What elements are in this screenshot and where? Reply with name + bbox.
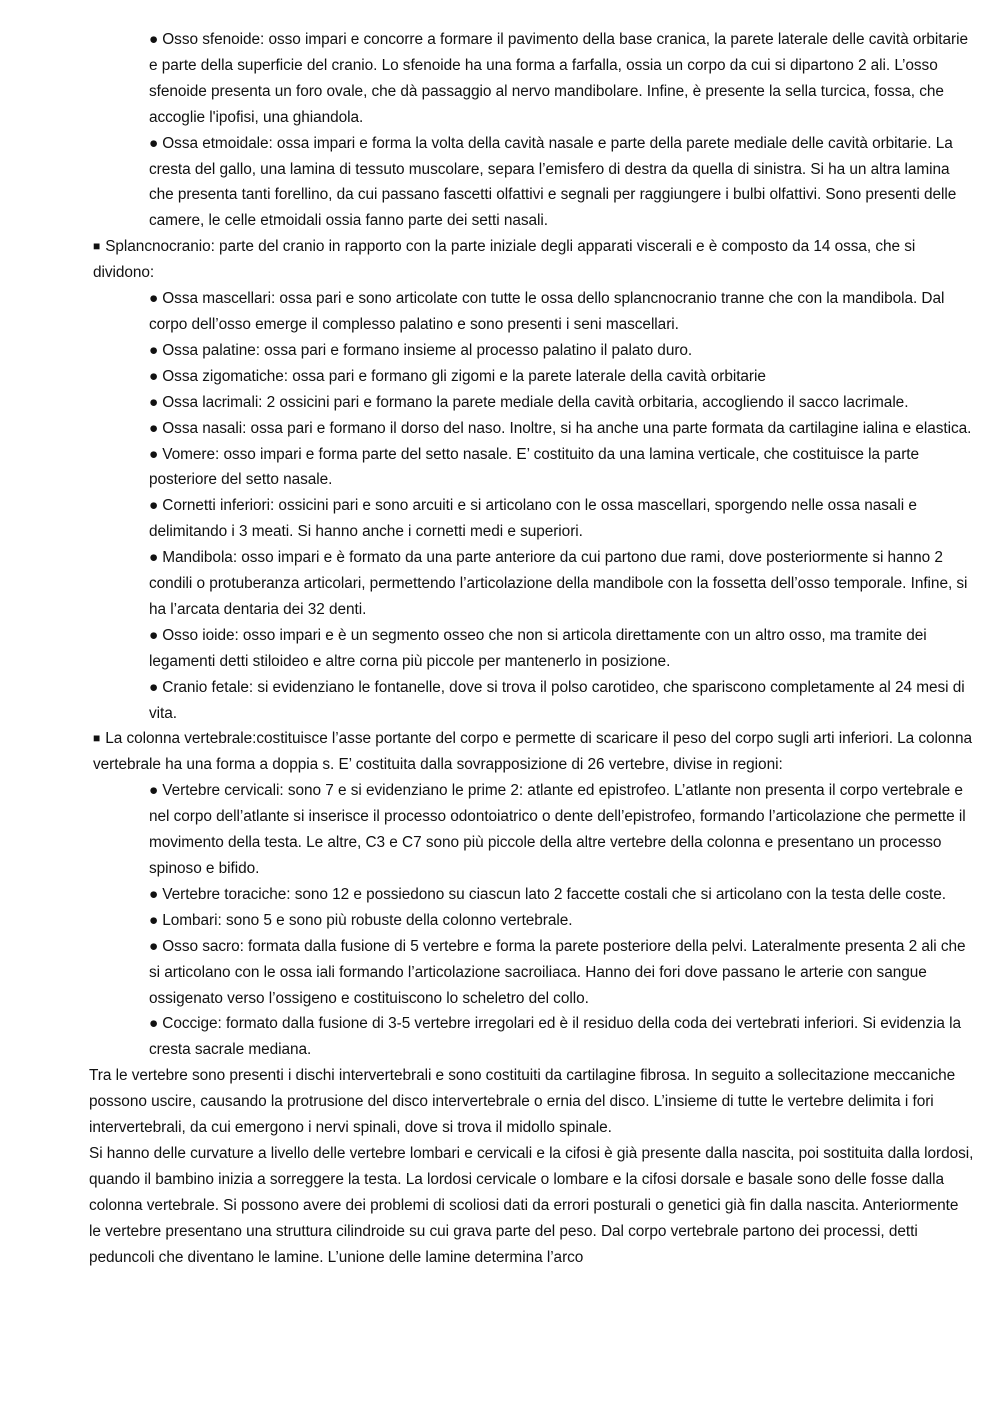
list-item-text: Osso sfenoide: osso impari e concorre a formare il pavimento della base cranica, la parete laterale delle cavità orbitarie e parte della superficie del cranio. Lo sfenoide ha una forma a farfalla, ossia un corpo da cui si dipartono 2 ali. L’osso sfenoide presenta un foro ovale, che dà passaggio al nervo mandibolare. Infine, è presente la sella turcica, fossa, che accoglie l'ipofisi, una ghiandola. — [149, 31, 968, 126]
list-item — [89, 778, 974, 882]
list-item-text: Ossa mascellari: ossa pari e sono articolate con tutte le ossa dello splancnocranio tranne che con la mandibola. Dal corpo dell’osso emerge il complesso palatino e sono presenti i seni mascellari. — [149, 290, 945, 333]
section-heading-text: Splancnocranio: parte del cranio in rapporto con la parte iniziale degli apparati viscerali e è composto da 14 ossa, che si dividono: — [93, 238, 916, 282]
list-item-text: Ossa lacrimali: 2 ossicini pari e formano la parete mediale della cavità orbitaria, accogliendo il sacco lacrimale. — [162, 393, 909, 411]
bullet-marker: ● — [149, 937, 159, 955]
list-item — [89, 442, 974, 494]
list-item-text: Lombari: sono 5 e sono più robuste della colonno vertebrale. — [162, 911, 573, 929]
list-item — [89, 623, 974, 675]
document-page — [89, 27, 974, 1271]
square-bullet-marker: ■ — [93, 731, 101, 746]
bullet-marker: ● — [149, 367, 159, 385]
list-item-text: Vertebre toraciche: sono 12 e possiedono su ciascun lato 2 faccette costali che si articolano con la testa delle coste. — [162, 885, 946, 903]
bullet-marker: ● — [149, 290, 159, 308]
bullet-marker: ● — [149, 31, 159, 48]
list-item — [89, 364, 974, 390]
list-item — [89, 493, 974, 545]
bullet-marker: ● — [149, 134, 159, 152]
list-item — [89, 27, 974, 131]
list-item — [89, 882, 974, 908]
bullet-marker: ● — [149, 393, 159, 411]
list-item-text: Vomere: osso impari e forma parte del setto nasale. E’ costituito da una lamina verticale, che costituisce la parte posteriore del setto nasale. — [149, 445, 920, 489]
bullet-marker: ● — [149, 445, 159, 463]
list-item — [89, 934, 974, 1012]
bullet-marker: ● — [149, 911, 159, 929]
list-item — [89, 338, 974, 364]
paragraph: Si hanno delle curvature a livello delle vertebre lombari e cervicali e la cifosi è già presente dalla nascita, poi sostituita dalla lordosi, quando il bambino inizia a sorreggere la testa. La lordosi cervicale o lombare e la cifosi dorsale e basale sono delle fosse dalla colonna vertebrale. Si possono avere dei problemi di scoliosi dati da errori posturali o genetici già fin dalla nascita. Anteriormente le vertebre presentano una struttura cilindroide su cui grava parte del peso. Dal corpo vertebrale partono dei processi, detti peduncoli che diventano le lamine. L’unione delle lamine determina l’arco — [89, 1144, 974, 1266]
list-item — [89, 675, 974, 727]
bullet-marker: ● — [149, 885, 159, 903]
list-item-text: Osso ioide: osso impari e è un segmento osseo che non si articola direttamente con un altro osso, ma tramite dei legamenti detti stiloideo e altre corna più piccole per mantenerlo in posizione. — [149, 626, 927, 670]
list-item — [89, 545, 974, 623]
section-heading — [89, 234, 974, 286]
list-item-text: Mandibola: osso impari e è formato da una parte anteriore da cui partono due rami, dove posteriormente si hanno 2 condili o protuberanza articolari, permettendo l’articolazione della mandibole con la fossetta dell’osso temporale. Infine, si ha l’arcata dentaria dei 32 denti. — [149, 549, 968, 618]
list-item — [89, 1011, 974, 1063]
bullet-marker: ● — [149, 1015, 159, 1033]
paragraph: Tra le vertebre sono presenti i dischi intervertebrali e sono costituiti da cartilagine fibrosa. In seguito a sollecitazione meccaniche possono uscire, causando la protrusione del disco intervertebrale o ernia del disco. L’insieme di tutte le vertebre delimita i fori intervertebrali, da cui emergono i nervi spinali, dove si trova il midollo spinale. — [89, 1067, 956, 1137]
bullet-marker: ● — [149, 678, 159, 696]
section-heading — [89, 726, 974, 778]
bullet-marker: ● — [149, 497, 159, 515]
list-item-text: Osso sacro: formata dalla fusione di 5 vertebre e forma la parete posteriore della pelvi. Lateralmente presenta 2 ali che si articolano con le ossa iali formando l’articolazione sacroiliaca. Hanno dei fori dove passano le arterie con sangue ossigenato verso l’ossigeno e costituiscono lo scheletro del collo. — [149, 937, 966, 1007]
list-item-text: Cornetti inferiori: ossicini pari e sono arcuiti e si articolano con le ossa mascellari, sporgendo nelle ossa nasali e delimitando i 3 meati. Si hanno anche i cornetti medi e superiori. — [149, 497, 917, 541]
list-item-text: Coccige: formato dalla fusione di 3-5 vertebre irregolari ed è il residuo della coda dei vertebrati inferiori. Si evidenzia la cresta sacrale mediana. — [149, 1015, 961, 1059]
list-item-text: Ossa etmoidale: ossa impari e forma la volta della cavità nasale e parte della parete mediale delle cavità orbitarie. La cresta del gallo, una lamina di tessuto muscolare, separa l’emisfero di destra da quella di sinistra. Si ha un altra lamina che presenta tanti forellino, da cui passano fascetti olfattivi e segnali per raggiungere i bulbi olfattivi. Sono presenti delle camere, le celle etmoidali ossia fanno parte dei setti nasali. — [149, 134, 957, 230]
list-item-text: Cranio fetale: si evidenziano le fontanelle, dove si trova il polso carotideo, che spariscono completamente al 24 mesi di vita. — [149, 678, 965, 722]
list-item-text: Ossa zigomatiche: ossa pari e formano gli zigomi e la parete laterale della cavità orbitarie — [162, 367, 766, 385]
list-item — [89, 131, 974, 235]
list-item — [89, 390, 974, 416]
section-heading-text: La colonna vertebrale:costituisce l’asse portante del corpo e permette di scaricare il peso del corpo sugli arti inferiori. La colonna vertebrale ha una forma a doppia s. E’ costituita dalla sovrapposizione di 26 vertebre, divise in regioni: — [93, 730, 972, 774]
list-item — [89, 286, 974, 338]
bullet-marker: ● — [149, 549, 159, 567]
bullet-marker: ● — [149, 341, 159, 359]
bullet-marker: ● — [149, 626, 159, 644]
list-item-text: Ossa palatine: ossa pari e formano insieme al processo palatino il palato duro. — [162, 341, 693, 359]
list-item — [89, 908, 974, 934]
bullet-marker: ● — [149, 419, 159, 437]
list-item — [89, 416, 974, 442]
list-item-text: Vertebre cervicali: sono 7 e si evidenziano le prime 2: atlante ed epistrofeo. L’atlante non presenta il corpo vertebrale e nel corpo dell’atlante si inserisce il processo odontoiatrico o dente dell’epistrofeo, formando l’articolazione che permette il movimento della testa. Le altre, C3 e C7 sono più piccole della altre vertebre della colonna e presentano un processo spinoso e bifido. — [149, 782, 966, 877]
list-item-text: Ossa nasali: ossa pari e formano il dorso del naso. Inoltre, si ha anche una parte formata da cartilagine ialina e elastica. — [162, 419, 972, 437]
square-bullet-marker: ■ — [93, 239, 101, 254]
bullet-marker: ● — [149, 782, 159, 800]
